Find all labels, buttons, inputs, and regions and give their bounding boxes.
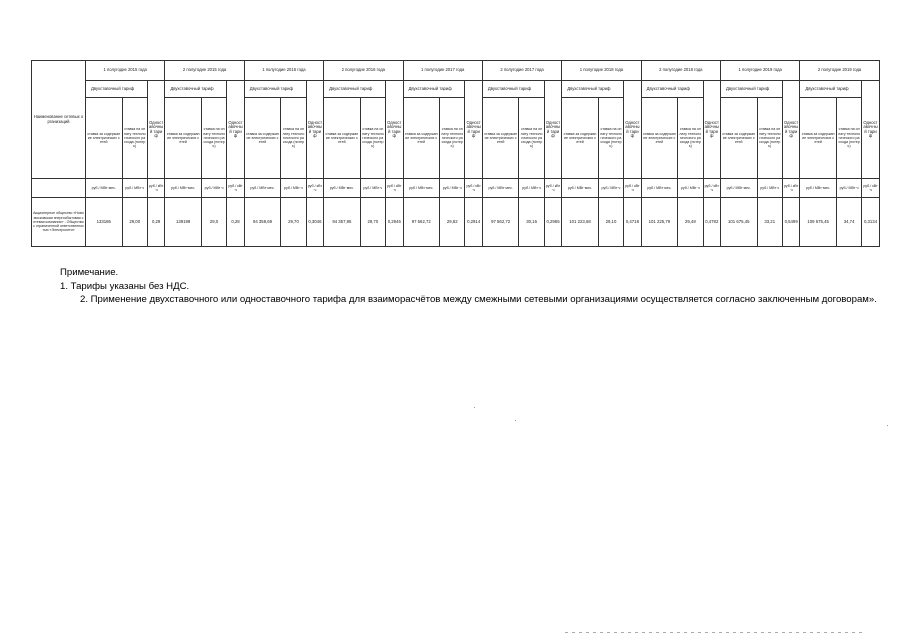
- period-header: 2 полугодие 2016 года: [324, 61, 403, 81]
- period-header: 1 полугодие 2015 года: [86, 61, 165, 81]
- single-rate-header: Одноставочный тариф: [227, 81, 244, 179]
- rate-losses-header: ставка на оплату технологического расхода (потерь): [757, 98, 782, 179]
- single-rate-header: Одноставочный тариф: [147, 81, 164, 179]
- value-cell: 97 562,72: [482, 198, 519, 247]
- scan-speck: [887, 425, 888, 426]
- two-part-tariff-header: Двухставочный тариф: [800, 81, 862, 98]
- rate-losses-header: ставка на оплату технологического расхода (потерь): [836, 98, 861, 179]
- unit-maintenance: руб./ МВт·мес.: [244, 179, 281, 198]
- value-cell: 29,0: [201, 198, 226, 247]
- value-cell: 29,10: [598, 198, 623, 247]
- single-rate-header: Одноставочный тариф: [386, 81, 403, 179]
- units-empty-cell: [32, 179, 86, 198]
- period-header: 1 полугодие 2019 года: [721, 61, 800, 81]
- unit-maintenance: руб./ МВт·мес.: [562, 179, 599, 198]
- value-cell: 0,5499: [782, 198, 799, 247]
- notes-title: Примечание.: [60, 267, 119, 278]
- rate-maintenance-header: ставка за содержание электрических сетей: [86, 98, 123, 179]
- unit-single: руб./ кВт·ч: [862, 179, 879, 198]
- unit-losses: руб./ МВт·ч: [122, 179, 147, 198]
- value-cell: 101 225,79: [641, 198, 678, 247]
- header-row-units: [32, 179, 880, 198]
- unit-losses: руб./ МВт·ч: [201, 179, 226, 198]
- unit-maintenance: руб./ МВт·мес.: [165, 179, 202, 198]
- header-row-tariff-type: [32, 81, 880, 98]
- single-rate-header: Одноставочный тариф: [782, 81, 799, 179]
- rate-maintenance-header: ставка за содержание электрических сетей: [165, 98, 202, 179]
- rate-maintenance-header: ставка за содержание электрических сетей: [800, 98, 837, 179]
- two-part-tariff-header: Двухставочный тариф: [721, 81, 783, 98]
- value-cell: 139199: [165, 198, 202, 247]
- rate-maintenance-header: ставка за содержание электрических сетей: [324, 98, 361, 179]
- period-header: 2 полугодие 2017 года: [482, 61, 561, 81]
- value-cell: 109 675,45: [800, 198, 837, 247]
- scan-speck: [474, 407, 475, 408]
- org-name-cell: Акционерное общество «Новомосковская энергосбытовая сетевая компания» - Общество с ограниченной ответственностью «Электросети»: [32, 198, 86, 247]
- unit-single: руб./ кВт·ч: [386, 179, 403, 198]
- value-cell: 0,4718: [624, 198, 641, 247]
- period-header: 2 полугодие 2015 года: [165, 61, 244, 81]
- value-cell: 94 357,95: [324, 198, 361, 247]
- header-row-periods: [32, 61, 880, 81]
- two-part-tariff-header: Двухставочный тариф: [482, 81, 544, 98]
- rate-losses-header: ставка на оплату технологического расхода (потерь): [360, 98, 385, 179]
- two-part-tariff-header: Двухставочный тариф: [641, 81, 703, 98]
- unit-losses: руб./ МВт·ч: [360, 179, 385, 198]
- unit-maintenance: руб./ МВт·мес.: [641, 179, 678, 198]
- value-cell: 0,2946: [386, 198, 403, 247]
- unit-maintenance: руб./ МВт·мес.: [86, 179, 123, 198]
- single-rate-header: Одноставочный тариф: [306, 81, 323, 179]
- unit-single: руб./ кВт·ч: [782, 179, 799, 198]
- value-cell: 0,3134: [862, 198, 879, 247]
- value-cell: 0,28: [227, 198, 244, 247]
- unit-losses: руб./ МВт·ч: [598, 179, 623, 198]
- value-cell: 30,16: [519, 198, 544, 247]
- unit-losses: руб./ МВт·ч: [440, 179, 465, 198]
- two-part-tariff-header: Двухставочный тариф: [403, 81, 465, 98]
- unit-single: руб./ кВт·ч: [703, 179, 720, 198]
- rate-losses-header: ставка на оплату технологического расхода (потерь): [440, 98, 465, 179]
- two-part-tariff-header: Двухставочный тариф: [86, 81, 148, 98]
- unit-single: руб./ кВт·ч: [624, 179, 641, 198]
- unit-maintenance: руб./ МВт·мес.: [403, 179, 440, 198]
- rate-losses-header: ставка на оплату технологического расхода (потерь): [678, 98, 703, 179]
- value-cell: 133186: [86, 198, 123, 247]
- note-2: 2. Применение двухставочного или одноставочного тарифа для взаиморасчётов между смежными сетевыми организациями осуществляется согласно заключенным договорам».: [80, 294, 877, 305]
- value-cell: 0,2914: [465, 198, 482, 247]
- unit-single: руб./ кВт·ч: [544, 179, 561, 198]
- tariff-table: [31, 60, 880, 247]
- value-cell: 101 223,68: [562, 198, 599, 247]
- unit-single: руб./ кВт·ч: [147, 179, 164, 198]
- value-cell: 94 358,69: [244, 198, 281, 247]
- rate-maintenance-header: ставка за содержание электрических сетей: [641, 98, 678, 179]
- table-row: [32, 198, 880, 247]
- single-rate-header: Одноставочный тариф: [703, 81, 720, 179]
- value-cell: 29,00: [122, 198, 147, 247]
- single-rate-header: Одноставочный тариф: [544, 81, 561, 179]
- unit-maintenance: руб./ МВт·мес.: [800, 179, 837, 198]
- value-cell: 0,3046: [306, 198, 323, 247]
- two-part-tariff-header: Двухставочный тариф: [324, 81, 386, 98]
- rate-losses-header: ставка на оплату технологического расхода (потерь): [281, 98, 306, 179]
- value-cell: 33,21: [757, 198, 782, 247]
- rate-losses-header: ставка на оплату технологического расхода (потерь): [122, 98, 147, 179]
- scan-speck: [515, 420, 516, 421]
- period-header: 1 полугодие 2018 года: [562, 61, 641, 81]
- unit-losses: руб./ МВт·ч: [757, 179, 782, 198]
- two-part-tariff-header: Двухставочный тариф: [562, 81, 624, 98]
- value-cell: 29,82: [440, 198, 465, 247]
- unit-single: руб./ кВт·ч: [227, 179, 244, 198]
- unit-losses: руб./ МВт·ч: [836, 179, 861, 198]
- rate-losses-header: ставка на оплату технологического расхода (потерь): [201, 98, 226, 179]
- note-1: 1. Тарифы указаны без НДС.: [60, 280, 190, 292]
- notes-block: [60, 266, 880, 307]
- rate-maintenance-header: ставка за содержание электрических сетей: [721, 98, 758, 179]
- two-part-tariff-header: Двухставочный тариф: [244, 81, 306, 98]
- value-cell: 29,48: [678, 198, 703, 247]
- value-cell: 0,29: [147, 198, 164, 247]
- value-cell: 0,4782: [703, 198, 720, 247]
- scan-artifact-line: [565, 632, 865, 633]
- unit-losses: руб./ МВт·ч: [281, 179, 306, 198]
- rate-maintenance-header: ставка за содержание электрических сетей: [482, 98, 519, 179]
- rate-maintenance-header: ставка за содержание электрических сетей: [244, 98, 281, 179]
- unit-losses: руб./ МВт·ч: [519, 179, 544, 198]
- single-rate-header: Одноставочный тариф: [465, 81, 482, 179]
- value-cell: 34,74: [836, 198, 861, 247]
- value-cell: 0,2965: [544, 198, 561, 247]
- unit-maintenance: руб./ МВт·мес.: [721, 179, 758, 198]
- unit-maintenance: руб./ МВт·мес.: [482, 179, 519, 198]
- unit-single: руб./ кВт·ч: [465, 179, 482, 198]
- single-rate-header: Одноставочный тариф: [624, 81, 641, 179]
- rate-losses-header: ставка на оплату технологического расхода (потерь): [598, 98, 623, 179]
- org-column-header: Наименование сетевых организаций: [32, 61, 86, 179]
- two-part-tariff-header: Двухставочный тариф: [165, 81, 227, 98]
- rate-losses-header: ставка на оплату технологического расхода (потерь): [519, 98, 544, 179]
- period-header: 2 полугодие 2018 года: [641, 61, 720, 81]
- unit-maintenance: руб./ МВт·мес.: [324, 179, 361, 198]
- period-header: 1 полугодие 2017 года: [403, 61, 482, 81]
- value-cell: 101 675,45: [721, 198, 758, 247]
- unit-single: руб./ кВт·ч: [306, 179, 323, 198]
- rate-maintenance-header: ставка за содержание электрических сетей: [562, 98, 599, 179]
- rate-maintenance-header: ставка за содержание электрических сетей: [403, 98, 440, 179]
- unit-losses: руб./ МВт·ч: [678, 179, 703, 198]
- value-cell: 97 562,72: [403, 198, 440, 247]
- period-header: 1 полугодие 2016 года: [244, 61, 323, 81]
- period-header: 2 полугодие 2019 года: [800, 61, 879, 81]
- value-cell: 29,70: [281, 198, 306, 247]
- single-rate-header: Одноставочный тариф: [862, 81, 879, 179]
- value-cell: 29,70: [360, 198, 385, 247]
